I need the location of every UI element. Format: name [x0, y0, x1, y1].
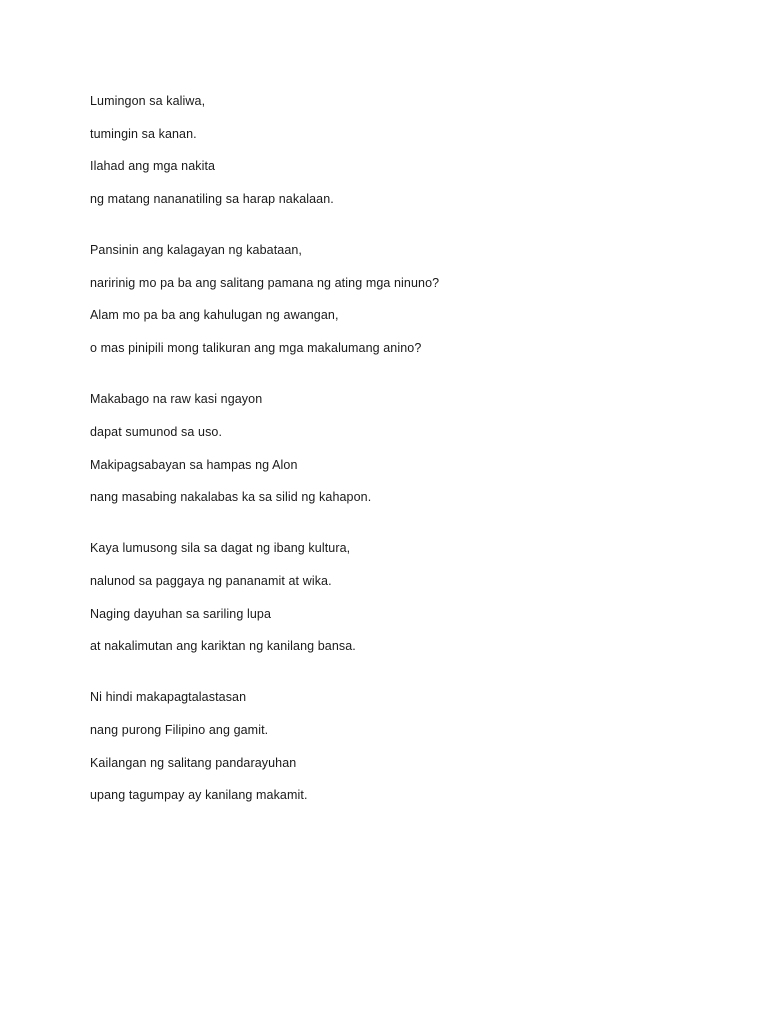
poem-line: nang purong Filipino ang gamit.	[90, 722, 269, 737]
poem-body	[90, 92, 730, 837]
poem-line: Pansinin ang kalagayan ng kabataan,	[90, 243, 302, 258]
poem-line: Kaya lumusong sila sa dagat ng ibang kultura,	[90, 541, 351, 556]
stanza-4	[90, 539, 730, 655]
poem-line: o mas pinipili mong talikuran ang mga makalumang anino?	[90, 341, 422, 356]
poem-line: Lumingon sa kaliwa,	[90, 94, 206, 108]
poem-line: dapat sumunod sa uso.	[90, 424, 223, 439]
stanza-2	[90, 241, 730, 357]
poem-line: Ni hindi makapagtalastasan	[90, 690, 247, 705]
poem-line: ng matang nananatiling sa harap nakalaan.	[90, 192, 334, 207]
poem-line: Alam mo pa ba ang kahulugan ng awangan,	[90, 308, 339, 323]
poem-line: Ilahad ang mga nakita	[90, 159, 216, 174]
poem-line: Naging dayuhan sa sariling lupa	[90, 606, 271, 621]
poem-line: upang tagumpay ay kanilang makamit.	[90, 788, 308, 803]
poem-line: Makipagsabayan sa hampas ng Alon	[90, 457, 298, 472]
stanza-3	[90, 390, 730, 506]
stanza-5	[90, 688, 730, 804]
poem-line: at nakalimutan ang kariktan ng kanilang bansa.	[90, 639, 356, 654]
poem-line: tumingin sa kanan.	[90, 126, 197, 141]
poem-line: nang masabing nakalabas ka sa silid ng kahapon.	[90, 490, 372, 505]
poem-line: Makabago na raw kasi ngayon	[90, 392, 263, 407]
poem-line: naririnig mo pa ba ang salitang pamana ng ating mga ninuno?	[90, 275, 440, 290]
poem-line: Kailangan ng salitang pandarayuhan	[90, 755, 297, 770]
stanza-1	[90, 92, 730, 208]
poem-line: nalunod sa paggaya ng pananamit at wika.	[90, 573, 332, 588]
